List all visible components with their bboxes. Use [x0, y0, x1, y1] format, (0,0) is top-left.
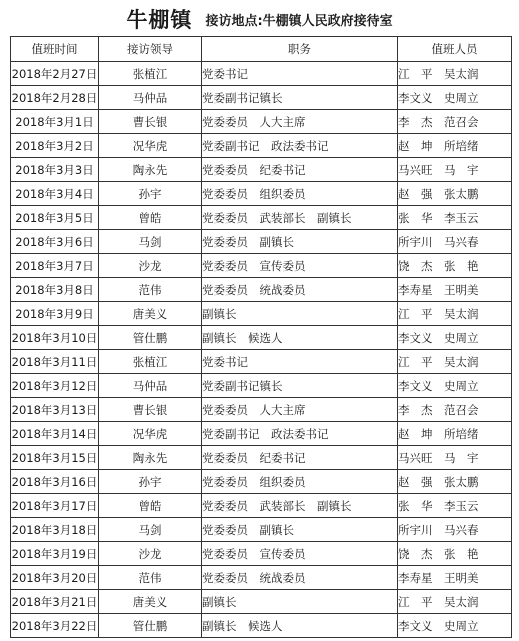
duty-staff-cell: 李文义 史周立: [398, 374, 512, 398]
duty-staff-cell: 李文义 史周立: [398, 326, 512, 350]
col-header-duty: 职务: [202, 37, 398, 62]
col-header-leader: 接访领导: [99, 37, 202, 62]
position-cell: 党委委员 组织委员: [202, 470, 398, 494]
col-header-staff: 值班人员: [398, 37, 512, 62]
position-cell: 党委委员 统战委员: [202, 278, 398, 302]
duty-date-cell: 2018年3月14日: [11, 422, 99, 446]
duty-date-cell: 2018年3月7日: [11, 254, 99, 278]
position-cell: 党委委员 人大主席: [202, 110, 398, 134]
table-row: [11, 230, 512, 254]
duty-staff-cell: 张 华 李玉云: [398, 494, 512, 518]
duty-date-cell: 2018年3月11日: [11, 350, 99, 374]
position-cell: 副镇长: [202, 302, 398, 326]
table-row: [11, 518, 512, 542]
duty-staff-cell: 马兴旺 马 宇: [398, 446, 512, 470]
reception-leader-cell: 唐美义: [99, 302, 202, 326]
position-cell: 党委委员 组织委员: [202, 182, 398, 206]
header-row: [11, 37, 512, 62]
duty-staff-cell: 赵 坤 所培绪: [398, 134, 512, 158]
duty-staff-cell: 赵 强 张太鹏: [398, 470, 512, 494]
position-cell: 党委委员 武装部长 副镇长: [202, 494, 398, 518]
table-row: [11, 278, 512, 302]
position-cell: 党委委员 武装部长 副镇长: [202, 206, 398, 230]
town-title: 牛棚镇: [126, 7, 193, 32]
position-cell: 党委书记: [202, 350, 398, 374]
position-cell: 副镇长 候选人: [202, 326, 398, 350]
table-row: [11, 374, 512, 398]
table-row: [11, 110, 512, 134]
reception-leader-cell: 张植江: [99, 350, 202, 374]
position-cell: 党委委员 纪委书记: [202, 158, 398, 182]
reception-leader-cell: 马仲品: [99, 374, 202, 398]
position-cell: 党委委员 宣传委员: [202, 254, 398, 278]
reception-leader-cell: 范伟: [99, 566, 202, 590]
table-row: [11, 614, 512, 638]
table-row: [11, 590, 512, 614]
duty-staff-cell: 所宇川 马兴春: [398, 518, 512, 542]
position-cell: 党委副书记 政法委书记: [202, 134, 398, 158]
duty-staff-cell: 张 华 李玉云: [398, 206, 512, 230]
table-row: [11, 86, 512, 110]
table-row: [11, 254, 512, 278]
reception-location: 接访地点:牛棚镇人民政府接待室: [205, 13, 393, 29]
duty-staff-cell: 李寿星 王明美: [398, 278, 512, 302]
duty-staff-cell: 所宇川 马兴春: [398, 230, 512, 254]
table-row: [11, 206, 512, 230]
duty-date-cell: 2018年3月16日: [11, 470, 99, 494]
duty-date-cell: 2018年3月13日: [11, 398, 99, 422]
duty-staff-cell: 李文义 史周立: [398, 614, 512, 638]
position-cell: 党委委员 统战委员: [202, 566, 398, 590]
table-row: [11, 566, 512, 590]
reception-leader-cell: 孙宇: [99, 470, 202, 494]
duty-date-cell: 2018年3月21日: [11, 590, 99, 614]
table-row: [11, 542, 512, 566]
reception-leader-cell: 陶永先: [99, 446, 202, 470]
table-row: [11, 302, 512, 326]
position-cell: 党委委员 人大主席: [202, 398, 398, 422]
reception-leader-cell: 管仕鹏: [99, 326, 202, 350]
col-header-date: 值班时间: [11, 37, 99, 62]
reception-leader-cell: 唐美义: [99, 590, 202, 614]
reception-leader-cell: 曹长银: [99, 398, 202, 422]
duty-date-cell: 2018年2月28日: [11, 86, 99, 110]
duty-date-cell: 2018年3月2日: [11, 134, 99, 158]
duty-staff-cell: 江 平 吴太润: [398, 62, 512, 86]
table-row: [11, 494, 512, 518]
duty-staff-cell: 江 平 吴太润: [398, 302, 512, 326]
duty-staff-cell: 李寿星 王明美: [398, 566, 512, 590]
table-header: [11, 37, 512, 62]
table-row: [11, 326, 512, 350]
duty-date-cell: 2018年3月18日: [11, 518, 99, 542]
table-row: [11, 422, 512, 446]
duty-date-cell: 2018年3月1日: [11, 110, 99, 134]
reception-leader-cell: 曾皓: [99, 206, 202, 230]
reception-leader-cell: 孙宇: [99, 182, 202, 206]
position-cell: 副镇长: [202, 590, 398, 614]
table-body: [11, 62, 512, 638]
table-row: [11, 62, 512, 86]
duty-staff-cell: 赵 强 张太鹏: [398, 182, 512, 206]
position-cell: 党委委员 宣传委员: [202, 542, 398, 566]
reception-leader-cell: 沙龙: [99, 254, 202, 278]
duty-date-cell: 2018年3月3日: [11, 158, 99, 182]
duty-schedule-table: [10, 36, 512, 638]
duty-staff-cell: 江 平 吴太润: [398, 590, 512, 614]
duty-date-cell: 2018年2月27日: [11, 62, 99, 86]
duty-date-cell: 2018年3月19日: [11, 542, 99, 566]
table-row: [11, 158, 512, 182]
duty-date-cell: 2018年3月9日: [11, 302, 99, 326]
duty-staff-cell: 饶 杰 张 艳: [398, 542, 512, 566]
duty-date-cell: 2018年3月10日: [11, 326, 99, 350]
duty-date-cell: 2018年3月17日: [11, 494, 99, 518]
duty-date-cell: 2018年3月20日: [11, 566, 99, 590]
reception-leader-cell: 况华虎: [99, 134, 202, 158]
duty-date-cell: 2018年3月15日: [11, 446, 99, 470]
page-header: [0, 4, 519, 32]
reception-leader-cell: 管仕鹏: [99, 614, 202, 638]
table-row: [11, 446, 512, 470]
duty-date-cell: 2018年3月6日: [11, 230, 99, 254]
table-row: [11, 398, 512, 422]
table-row: [11, 350, 512, 374]
position-cell: 党委委员 纪委书记: [202, 446, 398, 470]
table-row: [11, 470, 512, 494]
reception-leader-cell: 曾皓: [99, 494, 202, 518]
position-cell: 党委书记: [202, 62, 398, 86]
duty-date-cell: 2018年3月8日: [11, 278, 99, 302]
reception-leader-cell: 况华虎: [99, 422, 202, 446]
reception-leader-cell: 陶永先: [99, 158, 202, 182]
reception-leader-cell: 曹长银: [99, 110, 202, 134]
position-cell: 党委副书记 政法委书记: [202, 422, 398, 446]
duty-staff-cell: 李 杰 范召会: [398, 110, 512, 134]
reception-leader-cell: 马剑: [99, 518, 202, 542]
table-row: [11, 134, 512, 158]
duty-staff-cell: 江 平 吴太润: [398, 350, 512, 374]
reception-leader-cell: 沙龙: [99, 542, 202, 566]
position-cell: 党委委员 副镇长: [202, 518, 398, 542]
duty-staff-cell: 饶 杰 张 艳: [398, 254, 512, 278]
reception-leader-cell: 张植江: [99, 62, 202, 86]
reception-leader-cell: 范伟: [99, 278, 202, 302]
table-row: [11, 182, 512, 206]
duty-date-cell: 2018年3月5日: [11, 206, 99, 230]
duty-date-cell: 2018年3月12日: [11, 374, 99, 398]
duty-staff-cell: 赵 坤 所培绪: [398, 422, 512, 446]
duty-staff-cell: 李 杰 范召会: [398, 398, 512, 422]
duty-date-cell: 2018年3月22日: [11, 614, 99, 638]
duty-date-cell: 2018年3月4日: [11, 182, 99, 206]
duty-staff-cell: 马兴旺 马 宇: [398, 158, 512, 182]
reception-leader-cell: 马剑: [99, 230, 202, 254]
duty-staff-cell: 李文义 史周立: [398, 86, 512, 110]
position-cell: 党委副书记镇长: [202, 86, 398, 110]
reception-leader-cell: 马仲品: [99, 86, 202, 110]
position-cell: 党委委员 副镇长: [202, 230, 398, 254]
position-cell: 副镇长 候选人: [202, 614, 398, 638]
position-cell: 党委副书记镇长: [202, 374, 398, 398]
